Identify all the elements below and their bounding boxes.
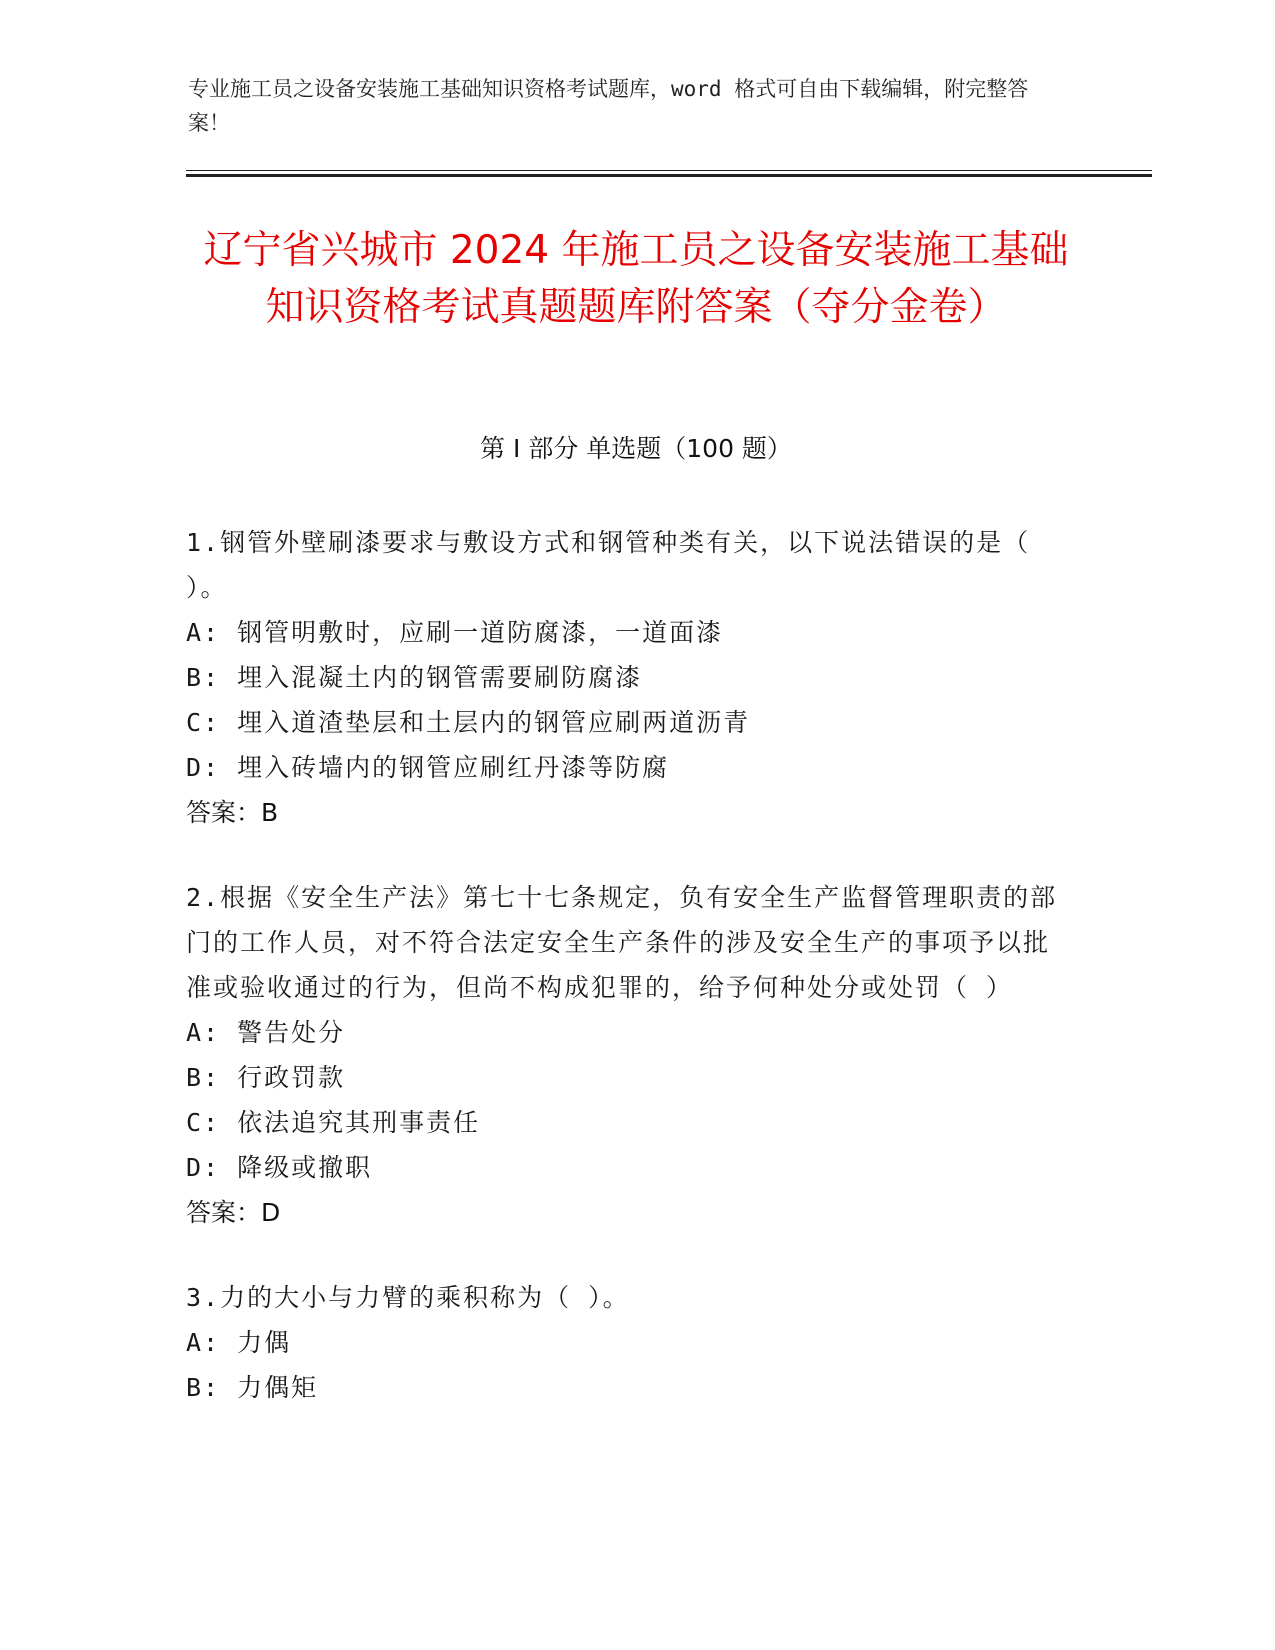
option-a: A: 警告处分: [186, 1018, 346, 1047]
option-c: C: 埋入道渣垫层和土层内的钢管应刷两道沥青: [186, 708, 751, 737]
question-3: [186, 1275, 1066, 1410]
option-b: B: 埋入混凝土内的钢管需要刷防腐漆: [186, 663, 643, 692]
header-note: 专业施工员之设备安装施工基础知识资格考试题库，word 格式可自由下载编辑，附完整答案！: [188, 77, 1029, 135]
question-stem: 2.根据《安全生产法》第七十七条规定，负有安全生产监督管理职责的部门的工作人员，对不符合法定安全生产条件的涉及安全生产的事项予以批准或验收通过的行为，但尚不构成犯罪的，给予何种处分或处罚（ ）: [186, 883, 1058, 1002]
option-d: D: 埋入砖墙内的钢管应刷红丹漆等防腐: [186, 753, 670, 782]
option-b: B: 力偶矩: [186, 1373, 319, 1402]
question-stem: 1.钢管外壁刷漆要求与敷设方式和钢管种类有关，以下说法错误的是（ ）。: [186, 528, 1031, 602]
option-a: A: 力偶: [186, 1328, 292, 1357]
option-c: C: 依法追究其刑事责任: [186, 1108, 481, 1137]
section-title: 第 I 部分 单选题（100 题）: [480, 434, 792, 463]
header-divider-thick: [186, 174, 1152, 177]
header-divider-thin: [186, 170, 1152, 171]
option-b: B: 行政罚款: [186, 1063, 346, 1092]
question-list: [186, 520, 1066, 1450]
option-d: D: 降级或撤职: [186, 1153, 373, 1182]
answer: 答案：B: [186, 798, 279, 827]
question-1: [186, 520, 1066, 835]
document-title: 辽宁省兴城市 2024 年施工员之设备安装施工基础知识资格考试真题题库附答案（夺分金卷）: [203, 228, 1069, 330]
option-a: A: 钢管明敷时，应刷一道防腐漆，一道面漆: [186, 618, 724, 647]
question-stem: 3.力的大小与力臂的乘积称为（ ）。: [186, 1283, 630, 1312]
question-2: [186, 875, 1066, 1235]
answer: 答案：D: [186, 1198, 281, 1227]
